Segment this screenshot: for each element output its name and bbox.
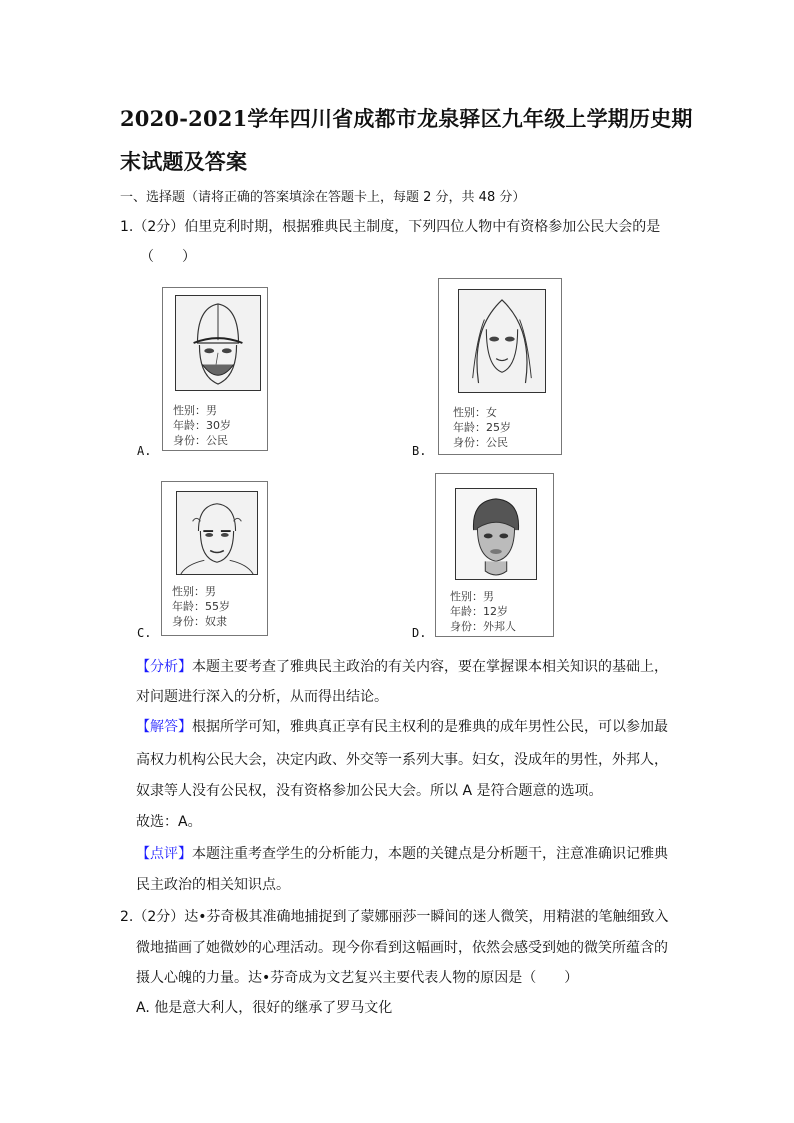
option-c-identity: 身份：奴隶 bbox=[172, 615, 227, 628]
question-1-stem: 1.（2分）伯里克利时期，根据雅典民主制度，下列四位人物中有资格参加公民大会的是 bbox=[120, 219, 661, 235]
option-c-letter: C. bbox=[137, 626, 152, 640]
option-a-letter: A. bbox=[137, 444, 152, 458]
answer-paragraph bbox=[136, 716, 668, 736]
option-a-info bbox=[173, 403, 231, 448]
comment-text-line1: 本题注重考查学生的分析能力，本题的关键点是分析题干，注意准确识记雅典 bbox=[192, 846, 668, 862]
question-1-answer-blank: （ ） bbox=[140, 249, 196, 265]
option-b-identity: 身份：公民 bbox=[453, 436, 508, 449]
option-b-card bbox=[438, 278, 562, 455]
man-with-helmet-portrait bbox=[175, 295, 261, 391]
option-b-gender: 性别：女 bbox=[453, 406, 497, 419]
answer-text-line3: 奴隶等人没有公民权，没有资格参加公民大会。所以 A 是符合题意的选项。 bbox=[136, 783, 603, 799]
document-title-line2: 末试题及答案 bbox=[120, 149, 248, 174]
option-d-info bbox=[450, 589, 516, 634]
option-a-age: 年龄：30岁 bbox=[173, 419, 231, 432]
woman-long-hair-portrait bbox=[458, 289, 546, 393]
question-2-option-a: A. 他是意大利人，很好的继承了罗马文化 bbox=[136, 1000, 393, 1016]
answer-choice: 故选：A。 bbox=[136, 814, 202, 830]
answer-text-line2: 高权力机构公民大会，决定内政、外交等一系列大事。妇女，没成年的男性，外邦人， bbox=[136, 752, 668, 768]
comment-text-line2: 民主政治的相关知识点。 bbox=[136, 877, 290, 893]
document-title-line1: 2020-2021学年四川省成都市龙泉驿区九年级上学期历史期 bbox=[120, 106, 693, 131]
old-man-portrait bbox=[176, 491, 258, 575]
analysis-paragraph bbox=[136, 656, 668, 676]
option-b-age: 年龄：25岁 bbox=[453, 421, 511, 434]
question-2-stem-line3: 摄人心魄的力量。达•芬奇成为文艺复兴主要代表人物的原因是（ ） bbox=[136, 970, 579, 986]
comment-tag: 【点评】 bbox=[136, 846, 192, 862]
option-c-age: 年龄：55岁 bbox=[172, 600, 230, 613]
option-d-age: 年龄：12岁 bbox=[450, 605, 508, 618]
answer-tag: 【解答】 bbox=[136, 719, 192, 735]
option-c-gender: 性别：男 bbox=[172, 585, 216, 598]
boy-curly-hair-portrait bbox=[455, 488, 537, 580]
option-a-identity: 身份：公民 bbox=[173, 434, 228, 447]
analysis-tag: 【分析】 bbox=[136, 659, 192, 675]
option-d-card bbox=[435, 473, 554, 637]
option-d-gender: 性别：男 bbox=[450, 590, 494, 603]
question-2-stem-line2: 微地描画了她微妙的心理活动。现今你看到这幅画时，依然会感受到她的微笑所蕴含的 bbox=[136, 940, 668, 956]
section-heading: 一、选择题（请将正确的答案填涂在答题卡上，每题 2 分，共 48 分） bbox=[120, 190, 526, 205]
comment-paragraph bbox=[136, 843, 668, 863]
option-d-identity: 身份：外邦人 bbox=[450, 620, 516, 633]
analysis-text-line1: 本题主要考查了雅典民主政治的有关内容，要在掌握课本相关知识的基础上， bbox=[192, 659, 668, 675]
option-a-gender: 性别：男 bbox=[173, 404, 217, 417]
answer-text-line1: 根据所学可知，雅典真正享有民主权利的是雅典的成年男性公民，可以参加最 bbox=[192, 719, 668, 735]
option-d-letter: D. bbox=[412, 626, 427, 640]
question-2-stem-line1: 2.（2分）达•芬奇极其准确地捕捉到了蒙娜丽莎一瞬间的迷人微笑，用精湛的笔触细致入 bbox=[120, 909, 669, 925]
option-b-letter: B. bbox=[412, 444, 427, 458]
option-c-info bbox=[172, 584, 230, 629]
analysis-text-line2: 对问题进行深入的分析，从而得出结论。 bbox=[136, 689, 388, 705]
option-b-info bbox=[453, 405, 511, 450]
option-a-card bbox=[162, 287, 268, 451]
option-c-card bbox=[161, 481, 268, 636]
